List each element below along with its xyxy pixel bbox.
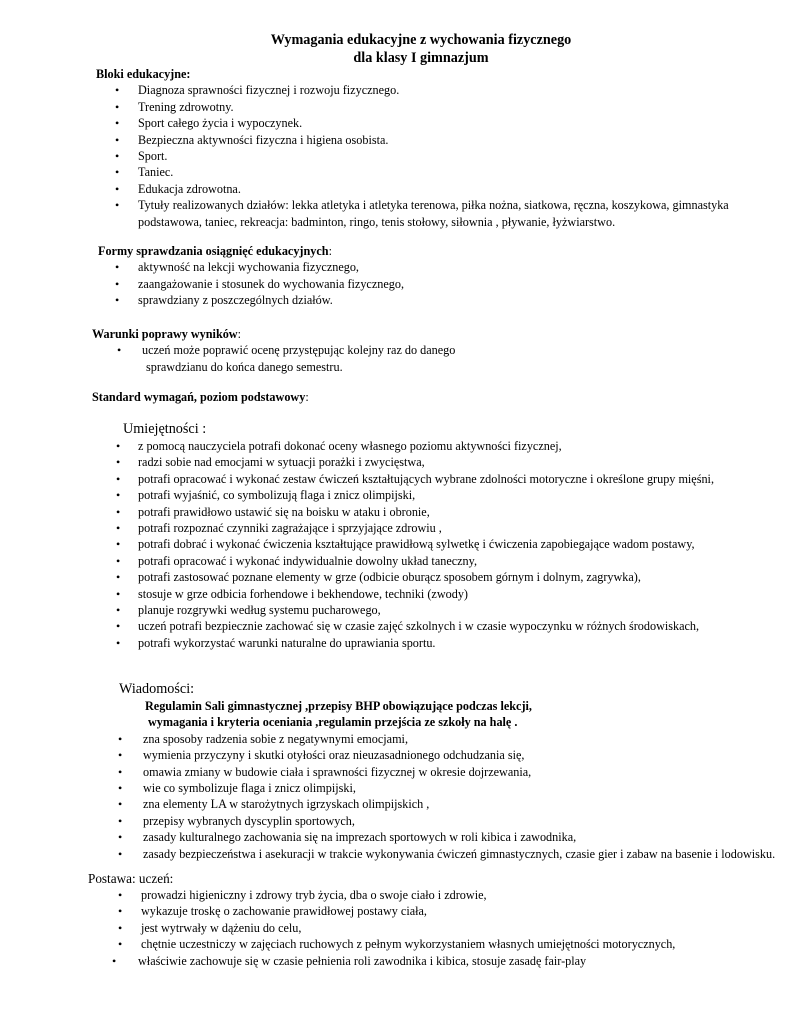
postawa-list [88, 887, 788, 969]
heading-colon: : [328, 244, 332, 258]
list-item-line: sprawdzianu do końca danego semestru. [146, 359, 343, 374]
list-item: • Taniec. [96, 164, 776, 180]
list-item: • Tytuły realizowanych działów: lekka atletyka i atletyka terenowa, piłka nożna, siatkowa, ręczna, koszykowa, gimnastyka podstawowa, taniec, rekreacja: badminton, ringo, tenis stołowy, siłownia , pływanie, łyżwiarstwo. [96, 197, 738, 230]
list-item: • planuje rozgrywki według systemu pucharowego, [113, 602, 791, 618]
section-umiejetnosci [113, 420, 791, 651]
section-heading: Warunki poprawy wyników [92, 327, 238, 341]
list-item: • potrafi prawidłowo ustawić się na boisku w ataku i obronie, [113, 504, 791, 520]
subsection-heading: Umiejętności : [123, 421, 207, 437]
list-item: • wymienia przyczyny i skutki otyłości oraz nieuzasadnionego odchudzania się, [113, 747, 791, 763]
list-item: • potrafi rozpoznać czynniki zagrażające i sprzyjające zdrowiu , [113, 520, 791, 536]
formy-list [98, 259, 758, 308]
list-item: • Bezpieczna aktywności fizyczna i higiena osobista. [96, 132, 776, 148]
document-title-line2: dla klasy I gimnazjum [353, 50, 489, 66]
list-item: • przepisy wybranych dyscyplin sportowych, [113, 813, 791, 829]
subsection-heading: Postawa: uczeń: [88, 871, 174, 886]
list-item [92, 342, 752, 375]
section-heading: Standard wymagań, poziom podstawowy [92, 390, 306, 404]
list-item: • wie co symbolizuje flaga i znicz olimpijski, [113, 780, 791, 796]
section-wiadomosci [113, 680, 791, 862]
list-item: • zna sposoby radzenia sobie z negatywnymi emocjami, [113, 731, 791, 747]
list-item: • zna elementy LA w starożytnych igrzyskach olimpijskich , [113, 796, 791, 812]
list-item: • radzi sobie nad emocjami w sytuacji porażki i zwycięstwa, [113, 454, 791, 470]
list-item: • potrafi wyjaśnić, co symbolizują flaga i znicz olimpijski, [113, 487, 791, 503]
bold-note-line: Regulamin Sali gimnastycznej ,przepisy BHP obowiązujące podczas lekcji, [145, 699, 532, 713]
section-heading-row [98, 243, 758, 259]
list-item: • potrafi dobrać i wykonać ćwiczenia kształtujące prawidłową sylwetkę i ćwiczenia zapobiegające wadom postawy, [113, 536, 791, 552]
section-heading-row [92, 326, 752, 342]
list-item: • uczeń potrafi bezpiecznie zachować się w czasie zajęć szkolnych i w czasie wypoczynku w różnych środowiskach, [113, 618, 791, 634]
list-item: • potrafi opracować i wykonać zestaw ćwiczeń kształtujących wybrane zdolności motoryczne i określone grupy mięśni, [113, 471, 738, 487]
heading-colon: : [305, 390, 309, 404]
list-item: • wykazuje troskę o zachowanie prawidłowej postawy ciała, [88, 903, 788, 919]
umiejetnosci-list [113, 438, 791, 651]
section-heading: Formy sprawdzania osiągnięć edukacyjnych [98, 244, 329, 258]
list-item: • aktywność na lekcji wychowania fizycznego, [98, 259, 758, 275]
list-item: • chętnie uczestniczy w zajęciach ruchowych z pełnym wykorzystaniem własnych umiejętności motorycznych, [88, 936, 788, 952]
list-item: • jest wytrwały w dążeniu do celu, [88, 920, 788, 936]
subsection-heading: Wiadomości: [119, 681, 195, 697]
list-item: • potrafi zastosować poznane elementy w grze (odbicie oburącz sposobem górnym i dolnym, zagrywka), [113, 569, 791, 585]
list-item: • Trening zdrowotny. [96, 99, 776, 115]
list-item-line: • uczeń może poprawić ocenę przystępując kolejny raz do danego [142, 343, 456, 358]
list-item: • Edukacja zdrowotna. [96, 181, 776, 197]
section-standard-wymagan [92, 389, 772, 405]
section-postawa [88, 871, 788, 969]
bold-note-line: wymagania i kryteria oceniania ,regulamin przejścia ze szkoły na halę . [148, 715, 518, 730]
list-item: • sprawdziany z poszczególnych działów. [98, 292, 758, 308]
list-item: • z pomocą nauczyciela potrafi dokonać oceny własnego poziomu aktywności fizycznej, [113, 438, 791, 454]
document-title-line1: Wymagania edukacyjne z wychowania fizycznego [270, 32, 572, 48]
list-item: • Diagnoza sprawności fizycznej i rozwoju fizycznego. [96, 82, 776, 98]
list-item: • Sport całego życia i wypoczynek. [96, 115, 776, 131]
section-heading: Bloki edukacyjne: [96, 67, 191, 81]
list-item: • prowadzi higieniczny i zdrowy tryb życia, dba o swoje ciało i zdrowie, [88, 887, 788, 903]
heading-colon: : [237, 327, 242, 341]
section-formy-sprawdzania [98, 243, 758, 309]
list-item: • stosuje w grze odbicia forhendowe i bekhendowe, techniki (zwody) [113, 586, 791, 602]
list-item: • zasady kulturalnego zachowania się na imprezach sportowych w roli kibica i zawodnika, [113, 829, 791, 845]
list-item: • potrafi opracować i wykonać indywidualnie dowolny układ taneczny, [113, 553, 791, 569]
section-bloki-edukacyjne [96, 66, 776, 230]
warunki-list [92, 342, 752, 375]
list-item: • omawia zmiany w budowie ciała i sprawności fizycznej w okresie dojrzewania, [113, 764, 791, 780]
list-item: • Sport. [96, 148, 776, 164]
list-item: • zaangażowanie i stosunek do wychowania fizycznego, [98, 276, 758, 292]
section-warunki-poprawy [92, 326, 752, 375]
list-item: • właściwie zachowuje się w czasie pełnienia roli zawodnika i kibica, stosuje zasadę fair-play [88, 953, 788, 969]
wiadomosci-list [113, 731, 791, 862]
list-item: • potrafi wykorzystać warunki naturalne do uprawiania sportu. [113, 635, 791, 651]
list-item: • zasady bezpieczeństwa i asekuracji w trakcie wykonywania ćwiczeń gimnastycznych, czasie gier i zabaw na basenie i lodowisku. [113, 846, 783, 862]
bloki-list [96, 82, 776, 230]
